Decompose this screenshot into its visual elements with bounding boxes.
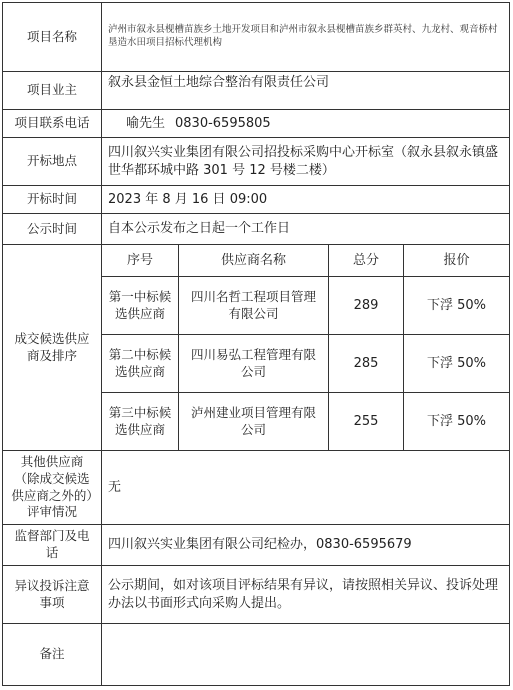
bid-result-notice-table xyxy=(2,2,510,686)
supervision-label: 监督部门及电话 xyxy=(3,525,102,566)
candidate-score: 255 xyxy=(329,393,404,451)
time-value: 2023 年 8 月 16 日 09:00 xyxy=(102,186,510,214)
others-label: 其他供应商（除成交候选供应商之外的）评审情况 xyxy=(3,451,102,525)
remarks-row xyxy=(3,624,510,686)
candidate-rank: 第一中标候选供应商 xyxy=(102,277,179,335)
publicity-row xyxy=(3,214,510,245)
time-label: 开标时间 xyxy=(3,186,102,214)
candidate-score: 285 xyxy=(329,335,404,393)
header-quote: 报价 xyxy=(404,245,510,277)
objection-value: 公示期间，如对该项目评标结果有异议，请按照相关异议、投诉处理办法以书面形式向采购人提出。 xyxy=(102,566,510,624)
project-name-value: 泸州市叙永县枧槽苗族乡土地开发项目和泸州市叙永县枧槽苗族乡群英村、九龙村、观音桥村垦造水田项目招标代理机构 xyxy=(102,3,510,72)
contact-row xyxy=(3,110,510,138)
contact-phone: 0830-6595805 xyxy=(175,115,271,131)
remarks-label: 备注 xyxy=(3,624,102,686)
contact-label: 项目联系电话 xyxy=(3,110,102,138)
candidate-supplier: 四川易弘工程管理有限公司 xyxy=(179,335,329,393)
publicity-label: 公示时间 xyxy=(3,214,102,245)
others-row xyxy=(3,451,510,525)
objection-row xyxy=(3,566,510,624)
owner-label: 项目业主 xyxy=(3,72,102,110)
candidate-rank: 第三中标候选供应商 xyxy=(102,393,179,451)
header-rank: 序号 xyxy=(102,245,179,277)
candidates-header-row xyxy=(3,245,510,277)
candidate-score: 289 xyxy=(329,277,404,335)
location-label: 开标地点 xyxy=(3,138,102,186)
candidate-quote: 下浮 50% xyxy=(404,335,510,393)
candidate-supplier: 泸州建业项目管理有限公司 xyxy=(179,393,329,451)
header-score: 总分 xyxy=(329,245,404,277)
project-name-row xyxy=(3,3,510,72)
owner-value: 叙永县金恒土地综合整治有限责任公司 xyxy=(102,72,510,110)
header-supplier: 供应商名称 xyxy=(179,245,329,277)
candidate-supplier: 四川名哲工程项目管理有限公司 xyxy=(179,277,329,335)
time-row xyxy=(3,186,510,214)
candidate-quote: 下浮 50% xyxy=(404,393,510,451)
candidate-rank: 第二中标候选供应商 xyxy=(102,335,179,393)
candidates-label: 成交候选供应商及排序 xyxy=(3,245,102,451)
objection-label: 异议投诉注意事项 xyxy=(3,566,102,624)
others-value: 无 xyxy=(102,451,510,525)
candidate-quote: 下浮 50% xyxy=(404,277,510,335)
location-row xyxy=(3,138,510,186)
supervision-value: 四川叙兴实业集团有限公司纪检办，0830-6595679 xyxy=(102,525,510,566)
supervision-row xyxy=(3,525,510,566)
publicity-value: 自本公示发布之日起一个工作日 xyxy=(102,214,510,245)
contact-value xyxy=(102,110,510,138)
project-name-label: 项目名称 xyxy=(3,3,102,72)
contact-name: 喻先生 xyxy=(126,115,166,131)
remarks-value xyxy=(102,624,510,686)
location-value: 四川叙兴实业集团有限公司招投标采购中心开标室（叙永县叙永镇盛世华都环城中路 301 号 12 号楼二楼） xyxy=(102,138,510,186)
owner-row xyxy=(3,72,510,110)
